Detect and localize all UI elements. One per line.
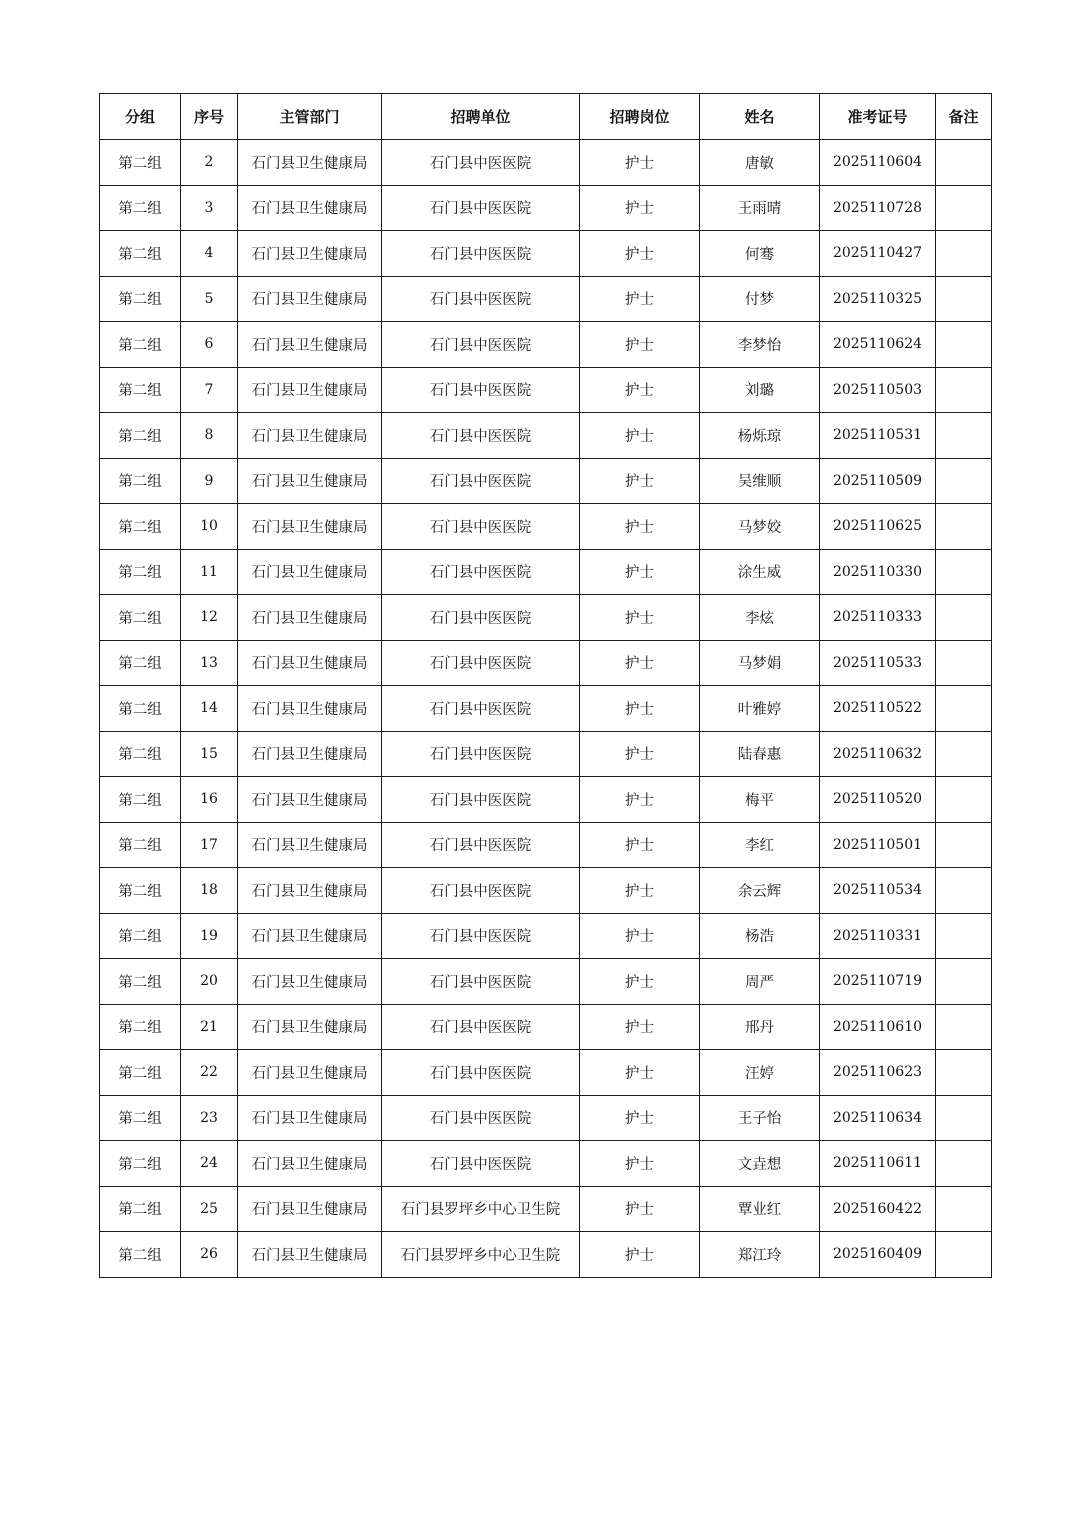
- cell-name: 唐敏: [700, 140, 820, 186]
- cell-employer: 石门县中医医院: [382, 367, 580, 413]
- cell-seq: 12: [181, 595, 238, 641]
- cell-seq: 19: [181, 913, 238, 959]
- cell-remarks: [936, 1141, 992, 1187]
- cell-department: 石门县卫生健康局: [238, 1004, 382, 1050]
- cell-seq: 4: [181, 231, 238, 277]
- cell-remarks: [936, 140, 992, 186]
- cell-seq: 20: [181, 959, 238, 1005]
- cell-name: 马梦娟: [700, 640, 820, 686]
- header-name: 姓名: [700, 94, 820, 140]
- cell-employer: 石门县中医医院: [382, 458, 580, 504]
- cell-employer: 石门县罗坪乡中心卫生院: [382, 1232, 580, 1278]
- cell-employer: 石门县中医医院: [382, 1050, 580, 1096]
- table-row: [100, 686, 992, 732]
- cell-remarks: [936, 777, 992, 823]
- cell-exam-id: 2025110325: [820, 276, 936, 322]
- cell-department: 石门县卫生健康局: [238, 640, 382, 686]
- cell-department: 石门县卫生健康局: [238, 595, 382, 641]
- header-group: 分组: [100, 94, 181, 140]
- table-row: [100, 231, 992, 277]
- cell-exam-id: 2025110632: [820, 731, 936, 777]
- header-seq: 序号: [181, 94, 238, 140]
- cell-remarks: [936, 959, 992, 1005]
- cell-position: 护士: [580, 777, 700, 823]
- cell-seq: 21: [181, 1004, 238, 1050]
- cell-group: 第二组: [100, 458, 181, 504]
- cell-position: 护士: [580, 913, 700, 959]
- cell-seq: 6: [181, 322, 238, 368]
- cell-department: 石门县卫生健康局: [238, 458, 382, 504]
- cell-exam-id: 2025110625: [820, 504, 936, 550]
- cell-exam-id: 2025160422: [820, 1186, 936, 1232]
- cell-exam-id: 2025110501: [820, 822, 936, 868]
- cell-remarks: [936, 595, 992, 641]
- cell-name: 涂生威: [700, 549, 820, 595]
- cell-seq: 24: [181, 1141, 238, 1187]
- table-row: [100, 140, 992, 186]
- cell-name: 李炫: [700, 595, 820, 641]
- cell-position: 护士: [580, 549, 700, 595]
- cell-group: 第二组: [100, 276, 181, 322]
- table-row: [100, 1095, 992, 1141]
- cell-position: 护士: [580, 640, 700, 686]
- cell-employer: 石门县中医医院: [382, 868, 580, 914]
- cell-seq: 18: [181, 868, 238, 914]
- cell-remarks: [936, 549, 992, 595]
- cell-exam-id: 2025110331: [820, 913, 936, 959]
- cell-seq: 25: [181, 1186, 238, 1232]
- cell-employer: 石门县罗坪乡中心卫生院: [382, 1186, 580, 1232]
- candidate-table: [99, 93, 992, 1278]
- cell-remarks: [936, 458, 992, 504]
- cell-remarks: [936, 686, 992, 732]
- cell-name: 周严: [700, 959, 820, 1005]
- cell-exam-id: 2025110623: [820, 1050, 936, 1096]
- cell-group: 第二组: [100, 504, 181, 550]
- cell-group: 第二组: [100, 686, 181, 732]
- cell-employer: 石门县中医医院: [382, 913, 580, 959]
- cell-department: 石门县卫生健康局: [238, 777, 382, 823]
- cell-exam-id: 2025110509: [820, 458, 936, 504]
- table-row: [100, 595, 992, 641]
- cell-department: 石门县卫生健康局: [238, 504, 382, 550]
- cell-name: 王雨晴: [700, 185, 820, 231]
- cell-name: 文垚想: [700, 1141, 820, 1187]
- cell-employer: 石门县中医医院: [382, 185, 580, 231]
- cell-remarks: [936, 1095, 992, 1141]
- cell-position: 护士: [580, 1050, 700, 1096]
- cell-exam-id: 2025110611: [820, 1141, 936, 1187]
- cell-seq: 16: [181, 777, 238, 823]
- cell-position: 护士: [580, 1141, 700, 1187]
- cell-employer: 石门县中医医院: [382, 549, 580, 595]
- cell-exam-id: 2025160409: [820, 1232, 936, 1278]
- header-department: 主管部门: [238, 94, 382, 140]
- cell-employer: 石门县中医医院: [382, 640, 580, 686]
- cell-position: 护士: [580, 367, 700, 413]
- cell-position: 护士: [580, 322, 700, 368]
- cell-remarks: [936, 1004, 992, 1050]
- cell-remarks: [936, 640, 992, 686]
- cell-seq: 5: [181, 276, 238, 322]
- cell-name: 余云辉: [700, 868, 820, 914]
- cell-exam-id: 2025110604: [820, 140, 936, 186]
- cell-position: 护士: [580, 413, 700, 459]
- cell-group: 第二组: [100, 413, 181, 459]
- cell-exam-id: 2025110522: [820, 686, 936, 732]
- cell-seq: 15: [181, 731, 238, 777]
- cell-group: 第二组: [100, 549, 181, 595]
- roster-sheet: [99, 93, 991, 1278]
- cell-seq: 3: [181, 185, 238, 231]
- cell-name: 刘璐: [700, 367, 820, 413]
- cell-name: 李梦怡: [700, 322, 820, 368]
- cell-employer: 石门县中医医院: [382, 822, 580, 868]
- table-row: [100, 1141, 992, 1187]
- cell-employer: 石门县中医医院: [382, 959, 580, 1005]
- cell-name: 杨烁琼: [700, 413, 820, 459]
- cell-seq: 11: [181, 549, 238, 595]
- cell-department: 石门县卫生健康局: [238, 868, 382, 914]
- cell-group: 第二组: [100, 231, 181, 277]
- cell-remarks: [936, 322, 992, 368]
- table-row: [100, 868, 992, 914]
- cell-department: 石门县卫生健康局: [238, 231, 382, 277]
- table-body: [100, 140, 992, 1278]
- cell-department: 石门县卫生健康局: [238, 1095, 382, 1141]
- cell-exam-id: 2025110531: [820, 413, 936, 459]
- cell-name: 叶雅婷: [700, 686, 820, 732]
- cell-name: 邢丹: [700, 1004, 820, 1050]
- cell-department: 石门县卫生健康局: [238, 276, 382, 322]
- cell-position: 护士: [580, 868, 700, 914]
- cell-position: 护士: [580, 276, 700, 322]
- table-row: [100, 413, 992, 459]
- table-row: [100, 822, 992, 868]
- table-row: [100, 504, 992, 550]
- cell-department: 石门县卫生健康局: [238, 367, 382, 413]
- cell-position: 护士: [580, 959, 700, 1005]
- cell-group: 第二组: [100, 1186, 181, 1232]
- cell-group: 第二组: [100, 1232, 181, 1278]
- cell-name: 马梦姣: [700, 504, 820, 550]
- table-row: [100, 549, 992, 595]
- cell-employer: 石门县中医医院: [382, 731, 580, 777]
- cell-employer: 石门县中医医院: [382, 322, 580, 368]
- header-remarks: 备注: [936, 94, 992, 140]
- cell-name: 李红: [700, 822, 820, 868]
- cell-employer: 石门县中医医院: [382, 1004, 580, 1050]
- table-row: [100, 322, 992, 368]
- table-row: [100, 959, 992, 1005]
- cell-remarks: [936, 731, 992, 777]
- cell-exam-id: 2025110427: [820, 231, 936, 277]
- cell-name: 何骞: [700, 231, 820, 277]
- cell-employer: 石门县中医医院: [382, 1141, 580, 1187]
- cell-remarks: [936, 1050, 992, 1096]
- cell-position: 护士: [580, 231, 700, 277]
- cell-group: 第二组: [100, 367, 181, 413]
- cell-group: 第二组: [100, 1004, 181, 1050]
- cell-remarks: [936, 1186, 992, 1232]
- header-employer: 招聘单位: [382, 94, 580, 140]
- cell-department: 石门县卫生健康局: [238, 731, 382, 777]
- cell-department: 石门县卫生健康局: [238, 185, 382, 231]
- cell-position: 护士: [580, 1095, 700, 1141]
- cell-seq: 14: [181, 686, 238, 732]
- table-row: [100, 367, 992, 413]
- table-row: [100, 185, 992, 231]
- cell-position: 护士: [580, 140, 700, 186]
- cell-position: 护士: [580, 1232, 700, 1278]
- cell-employer: 石门县中医医院: [382, 140, 580, 186]
- cell-group: 第二组: [100, 595, 181, 641]
- header-exam-id: 准考证号: [820, 94, 936, 140]
- cell-seq: 23: [181, 1095, 238, 1141]
- cell-employer: 石门县中医医院: [382, 276, 580, 322]
- cell-department: 石门县卫生健康局: [238, 822, 382, 868]
- cell-seq: 9: [181, 458, 238, 504]
- cell-seq: 13: [181, 640, 238, 686]
- cell-seq: 8: [181, 413, 238, 459]
- cell-exam-id: 2025110534: [820, 868, 936, 914]
- header-position: 招聘岗位: [580, 94, 700, 140]
- cell-department: 石门县卫生健康局: [238, 413, 382, 459]
- table-row: [100, 1050, 992, 1096]
- cell-name: 陆春惠: [700, 731, 820, 777]
- cell-group: 第二组: [100, 822, 181, 868]
- cell-group: 第二组: [100, 913, 181, 959]
- cell-exam-id: 2025110333: [820, 595, 936, 641]
- cell-position: 护士: [580, 504, 700, 550]
- table-row: [100, 777, 992, 823]
- cell-remarks: [936, 822, 992, 868]
- table-row: [100, 731, 992, 777]
- cell-exam-id: 2025110634: [820, 1095, 936, 1141]
- cell-seq: 26: [181, 1232, 238, 1278]
- cell-position: 护士: [580, 1004, 700, 1050]
- table-row: [100, 1186, 992, 1232]
- cell-position: 护士: [580, 822, 700, 868]
- cell-group: 第二组: [100, 1095, 181, 1141]
- cell-exam-id: 2025110610: [820, 1004, 936, 1050]
- table-row: [100, 276, 992, 322]
- cell-position: 护士: [580, 458, 700, 504]
- cell-seq: 7: [181, 367, 238, 413]
- cell-employer: 石门县中医医院: [382, 231, 580, 277]
- cell-department: 石门县卫生健康局: [238, 140, 382, 186]
- cell-employer: 石门县中医医院: [382, 504, 580, 550]
- cell-exam-id: 2025110520: [820, 777, 936, 823]
- table-row: [100, 640, 992, 686]
- cell-group: 第二组: [100, 959, 181, 1005]
- cell-remarks: [936, 185, 992, 231]
- cell-department: 石门县卫生健康局: [238, 1141, 382, 1187]
- cell-remarks: [936, 413, 992, 459]
- cell-position: 护士: [580, 686, 700, 732]
- cell-group: 第二组: [100, 731, 181, 777]
- cell-exam-id: 2025110330: [820, 549, 936, 595]
- cell-seq: 17: [181, 822, 238, 868]
- cell-group: 第二组: [100, 322, 181, 368]
- cell-group: 第二组: [100, 185, 181, 231]
- cell-department: 石门县卫生健康局: [238, 322, 382, 368]
- cell-name: 梅平: [700, 777, 820, 823]
- cell-position: 护士: [580, 595, 700, 641]
- cell-position: 护士: [580, 185, 700, 231]
- table-row: [100, 913, 992, 959]
- table-row: [100, 458, 992, 504]
- cell-position: 护士: [580, 731, 700, 777]
- cell-group: 第二组: [100, 140, 181, 186]
- cell-remarks: [936, 913, 992, 959]
- cell-exam-id: 2025110503: [820, 367, 936, 413]
- cell-seq: 2: [181, 140, 238, 186]
- cell-name: 郑江玲: [700, 1232, 820, 1278]
- table-header-row: [100, 94, 992, 140]
- cell-department: 石门县卫生健康局: [238, 913, 382, 959]
- cell-exam-id: 2025110624: [820, 322, 936, 368]
- cell-employer: 石门县中医医院: [382, 595, 580, 641]
- cell-department: 石门县卫生健康局: [238, 1232, 382, 1278]
- cell-name: 杨浩: [700, 913, 820, 959]
- cell-department: 石门县卫生健康局: [238, 549, 382, 595]
- cell-employer: 石门县中医医院: [382, 1095, 580, 1141]
- cell-remarks: [936, 231, 992, 277]
- cell-group: 第二组: [100, 777, 181, 823]
- cell-name: 吴维顺: [700, 458, 820, 504]
- cell-group: 第二组: [100, 640, 181, 686]
- cell-department: 石门县卫生健康局: [238, 686, 382, 732]
- cell-remarks: [936, 276, 992, 322]
- cell-department: 石门县卫生健康局: [238, 1186, 382, 1232]
- table-row: [100, 1232, 992, 1278]
- cell-employer: 石门县中医医院: [382, 413, 580, 459]
- table-row: [100, 1004, 992, 1050]
- cell-group: 第二组: [100, 868, 181, 914]
- cell-seq: 10: [181, 504, 238, 550]
- cell-exam-id: 2025110728: [820, 185, 936, 231]
- cell-remarks: [936, 868, 992, 914]
- cell-employer: 石门县中医医院: [382, 686, 580, 732]
- cell-exam-id: 2025110533: [820, 640, 936, 686]
- cell-name: 汪婷: [700, 1050, 820, 1096]
- cell-remarks: [936, 1232, 992, 1278]
- cell-remarks: [936, 367, 992, 413]
- cell-employer: 石门县中医医院: [382, 777, 580, 823]
- cell-seq: 22: [181, 1050, 238, 1096]
- cell-position: 护士: [580, 1186, 700, 1232]
- cell-name: 付梦: [700, 276, 820, 322]
- cell-name: 王子怡: [700, 1095, 820, 1141]
- cell-group: 第二组: [100, 1141, 181, 1187]
- cell-department: 石门县卫生健康局: [238, 1050, 382, 1096]
- cell-group: 第二组: [100, 1050, 181, 1096]
- cell-exam-id: 2025110719: [820, 959, 936, 1005]
- cell-department: 石门县卫生健康局: [238, 959, 382, 1005]
- cell-remarks: [936, 504, 992, 550]
- cell-name: 覃业红: [700, 1186, 820, 1232]
